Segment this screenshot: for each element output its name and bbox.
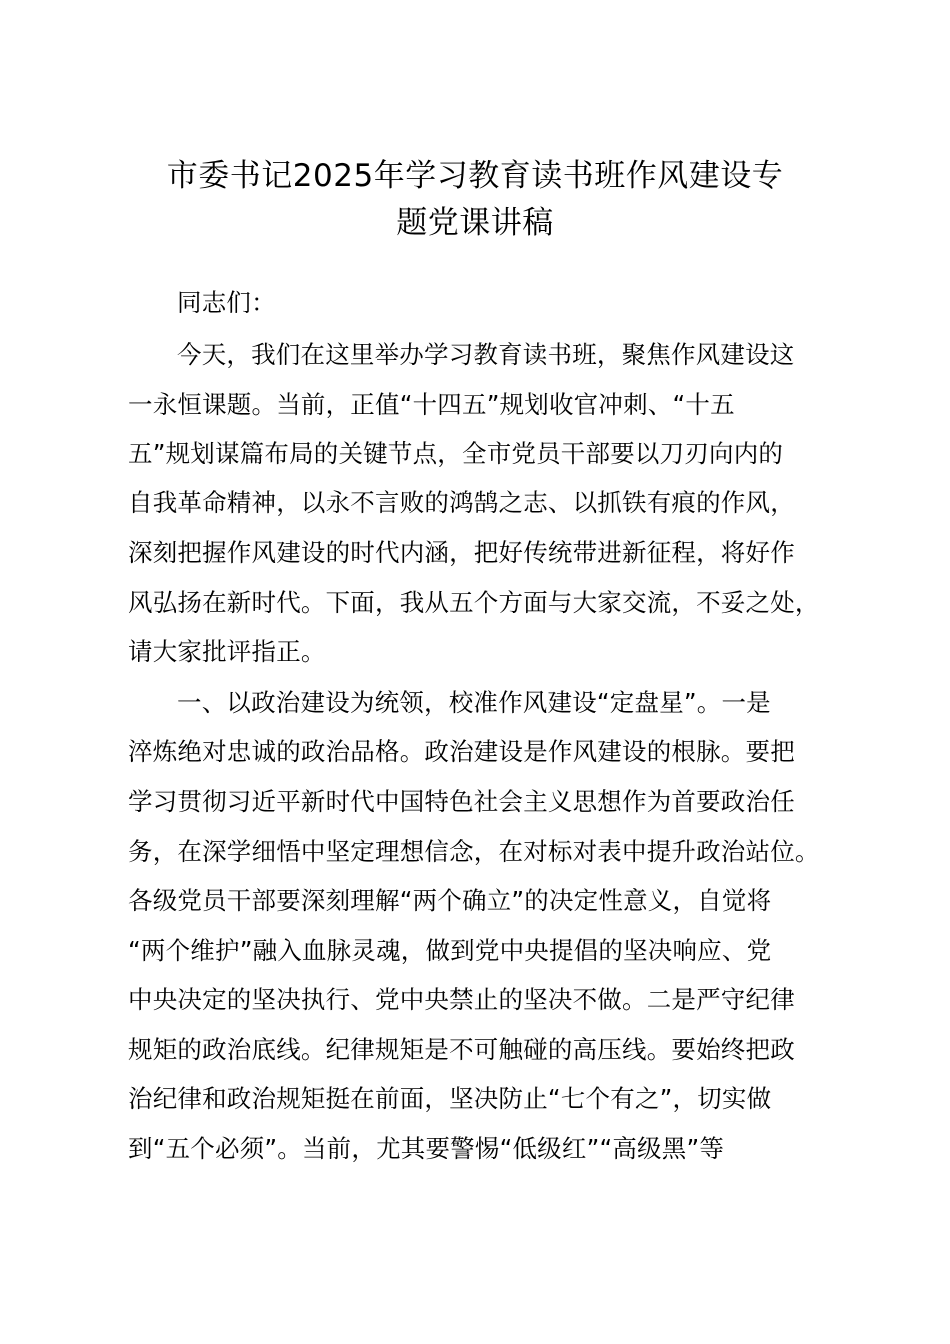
paragraph-line: 五”规划谋篇布局的关键节点，全市党员干部要以刀刃向内的 [128,439,784,468]
paragraph-line: 规矩的政治底线。纪律规矩是不可触碰的高压线。要始终把政 [128,1035,795,1064]
paragraph-line: 淬炼绝对忠诚的政治品格。政治建设是作风建设的根脉。要把 [128,737,795,766]
paragraph-line: 学习贯彻习近平新时代中国特色社会主义思想作为首要政治任 [128,787,795,816]
paragraph-line: 务，在深学细悟中坚定理想信念，在对标对表中提升政治站位。 [128,837,820,866]
document-title [0,153,950,247]
paragraph-line: 请大家批评指正。 [128,637,326,666]
paragraph-line: 今天，我们在这里举办学习教育读书班，聚焦作风建设这 [177,340,795,369]
paragraph-line: “两个维护”融入血脉灵魂，做到党中央提倡的坚决响应、党 [128,936,772,965]
paragraph-line: 自我革命精神，以永不言败的鸿鹄之志、以抓铁有痕的作风， [128,488,795,517]
paragraph-line: 风弘扬在新时代。下面，我从五个方面与大家交流，不妥之处， [128,588,820,617]
paragraph-line: 一、以政治建设为统领，校准作风建设“定盘星”。一是 [177,688,771,717]
paragraph-line: 深刻把握作风建设的时代内涵，把好传统带进新征程，将好作 [128,538,795,567]
paragraph-line: 到“五个必须”。当前，尤其要警惕“低级红”“高级黑”等 [128,1134,725,1163]
greeting: 同志们： [177,288,276,317]
paragraph-line: 治纪律和政治规矩挺在前面，坚决防止“七个有之”，切实做 [128,1084,772,1113]
title-line-2: 题党课讲稿 [396,205,554,241]
title-line-1: 市委书记2025年学习教育读书班作风建设专 [166,158,784,194]
paragraph-line: 中央决定的坚决执行、党中央禁止的坚决不做。二是严守纪律 [128,985,795,1014]
paragraph-line: 一永恒课题。当前，正值“十四五”规划收官冲刺、“十五 [128,390,735,419]
paragraph-line: 各级党员干部要深刻理解“两个确立”的决定性意义，自觉将 [128,886,772,915]
